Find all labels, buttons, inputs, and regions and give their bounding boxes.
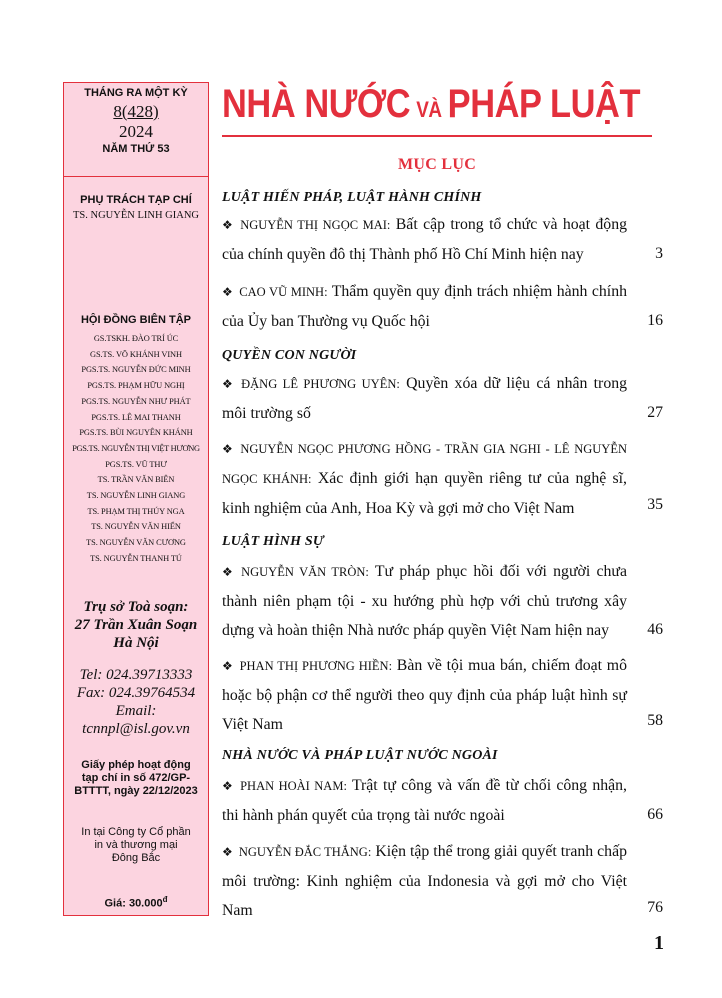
divider — [64, 176, 208, 177]
printer-info — [64, 826, 208, 865]
email: tcnnpl@isl.gov.vn — [82, 721, 190, 737]
contact-info — [64, 666, 208, 738]
entry-page: 27 — [647, 404, 663, 421]
diamond-bullet-icon: ❖ — [222, 285, 234, 299]
board-member: GS.TS. VÕ KHÁNH VINH — [90, 349, 182, 359]
entry-page: 76 — [647, 899, 663, 916]
section-heading: NHÀ NƯỚC VÀ PHÁP LUẬT NƯỚC NGOÀI — [222, 748, 498, 763]
entry-author: NGUYỄN THỊ NGỌC MAI: — [240, 218, 391, 232]
entry-title: Tư pháp phục hồi đối với người chưa thành niên phạm tội - xu hướng phù hợp với chủ trương xây dựng và hoàn thiện Nhà nước pháp quyền Việt Nam hiện nay — [222, 563, 628, 639]
entry-author: NGUYỄN NGỌC PHƯƠNG HỒNG - TRẦN GIA NGHI - LÊ NGUYỄN NGỌC KHÁNH: — [222, 442, 627, 486]
journal-title — [222, 82, 662, 132]
toc-entry[interactable] — [222, 651, 627, 739]
board-member: GS.TSKH. ĐÀO TRÍ ÚC — [93, 334, 179, 343]
entry-author: NGUYỄN VĂN TRÒN: — [241, 565, 369, 579]
email-label: Email: — [115, 703, 157, 719]
printer-line: in và thương mại — [94, 839, 178, 851]
entry-author: PHAN HOÀI NAM: — [240, 779, 347, 793]
diamond-bullet-icon: ❖ — [222, 377, 236, 391]
diamond-bullet-icon: ❖ — [222, 565, 236, 579]
board-member: TS. TRẦN VĂN BIÊN — [97, 475, 175, 485]
toc-entry[interactable] — [222, 277, 627, 336]
issue-number: 8(428) — [113, 102, 159, 121]
board-member: PGS.TS. NGUYỄN ĐỨC MINH — [81, 365, 191, 375]
hq-city: Hà Nội — [113, 635, 159, 651]
price-currency: đ — [162, 895, 168, 904]
entry-page: 66 — [647, 806, 663, 823]
section-heading: LUẬT HIẾN PHÁP, LUẬT HÀNH CHÍNH — [222, 190, 482, 205]
toc-entry[interactable] — [222, 369, 627, 428]
hq-street: 27 Trần Xuân Soạn — [74, 617, 198, 633]
board-member: TS. NGUYỄN LINH GIANG — [86, 491, 186, 501]
board-member: PGS.TS. BÙI NGUYÊN KHÁNH — [79, 428, 193, 438]
toc-heading: MỤC LỤC — [397, 156, 477, 173]
license — [64, 759, 208, 798]
issue-frequency: THÁNG RA MỘT KỲ — [84, 87, 188, 99]
diamond-bullet-icon: ❖ — [222, 779, 235, 793]
entry-author: PHAN THỊ PHƯƠNG HIỀN: — [239, 659, 393, 673]
entry-author: ĐẶNG LÊ PHƯƠNG UYÊN: — [241, 377, 400, 391]
editor-title: PHỤ TRÁCH TẠP CHÍ — [80, 194, 192, 206]
toc-entry[interactable] — [222, 210, 627, 269]
board-member: PGS.TS. NGUYỄN THỊ VIỆT HƯƠNG — [72, 443, 200, 453]
board-member: PGS.TS. NGUYỄN NHƯ PHÁT — [81, 396, 191, 406]
fax: Fax: 024.39764534 — [76, 685, 196, 701]
toc-entry[interactable] — [222, 434, 627, 523]
board-member: TS. NGUYỄN VĂN CƯƠNG — [86, 538, 186, 548]
board-member: TS. NGUYỄN VĂN HIỂN — [91, 522, 181, 532]
entry-page: 16 — [647, 312, 663, 329]
diamond-bullet-icon: ❖ — [222, 845, 233, 859]
diamond-bullet-icon: ❖ — [222, 659, 234, 673]
board-member: PGS.TS. PHẠM HỮU NGHỊ — [87, 381, 185, 391]
license-line: Giấy phép hoạt động — [81, 759, 191, 771]
entry-page: 46 — [647, 621, 663, 638]
diamond-bullet-icon: ❖ — [222, 442, 235, 456]
entry-title: Xác định giới hạn quyền riêng tư của nghệ sĩ, kinh nghiệm của Anh, Hoa Kỳ và gợi mở cho Việt Nam — [222, 470, 628, 517]
title-part-1: NHÀ NƯỚC VÀ PHÁP LUẬT — [222, 82, 641, 126]
masthead-sidebar — [63, 82, 209, 916]
board-member: PGS.TS. LÊ MAI THANH — [91, 412, 181, 422]
entry-title: Bàn về tội mua bán, chiếm đoạt mô hoặc bộ phận cơ thể người theo quy định của pháp luật hình sự Việt Nam — [222, 657, 627, 733]
entry-page: 58 — [647, 712, 663, 729]
issue-block — [64, 87, 208, 155]
entry-title: Quyền xóa dữ liệu cá nhân trong môi trường số — [222, 375, 628, 422]
editor-name: TS. NGUYỄN LINH GIANG — [73, 210, 199, 221]
issue-year: 2024 — [119, 122, 153, 141]
entry-title: Trật tự công và vấn đề từ chối công nhận, thi hành phán quyết của trọng tài nước ngoài — [222, 777, 628, 824]
board-member: PGS.TS. VŨ THƯ — [105, 459, 167, 469]
entry-page: 3 — [655, 245, 663, 262]
price-value: Giá: 30.000 — [104, 897, 163, 910]
board-title: HỘI ĐỒNG BIÊN TẬP — [80, 314, 191, 326]
title-underline — [222, 135, 652, 137]
page-number: 1 — [654, 932, 664, 954]
entry-author: CAO VŨ MINH: — [239, 285, 328, 299]
printer-line: Đông Bắc — [111, 852, 161, 864]
title-conjunction: VÀ — [416, 97, 442, 122]
toc-entry[interactable] — [222, 557, 627, 645]
price — [64, 895, 208, 910]
entry-title: Thẩm quyền quy định trách nhiệm hành chính của Ủy ban Thường vụ Quốc hội — [222, 283, 627, 330]
editorial-board — [64, 313, 208, 567]
board-member-list — [64, 331, 208, 567]
diamond-bullet-icon: ❖ — [222, 218, 235, 232]
entry-title: Bất cập trong tổ chức và hoạt động của chính quyền đô thị Thành phố Hồ Chí Minh hiện nay — [222, 216, 628, 263]
tel: Tel: 024.39713333 — [79, 667, 193, 683]
license-line: tạp chí in số 472/GP- — [81, 772, 191, 784]
board-member: TS. NGUYỄN THANH TÚ — [90, 553, 182, 563]
toc-entry[interactable] — [222, 771, 627, 830]
license-line: BTTTT, ngày 22/12/2023 — [74, 785, 198, 797]
editor-block — [64, 193, 208, 223]
printer-line: In tại Công ty Cổ phần — [81, 826, 191, 838]
section-heading: QUYỀN CON NGƯỜI — [222, 348, 357, 363]
entry-title: Kiện tập thể trong giải quyết tranh chấp môi trường: Kinh nghiệm của Indonesia và gợi mở cho Việt Nam — [222, 843, 627, 919]
toc-entry[interactable] — [222, 837, 627, 925]
entry-page: 35 — [647, 496, 663, 513]
hq-label: Trụ sở Toà soạn: — [83, 599, 189, 615]
hq-address — [64, 598, 208, 652]
issue-volume: NĂM THỨ 53 — [102, 143, 170, 155]
section-heading: LUẬT HÌNH SỰ — [222, 534, 324, 549]
entry-author: NGUYỄN ĐẮC THẮNG: — [238, 845, 372, 859]
board-member: TS. PHẠM THỊ THÚY NGA — [87, 506, 185, 516]
